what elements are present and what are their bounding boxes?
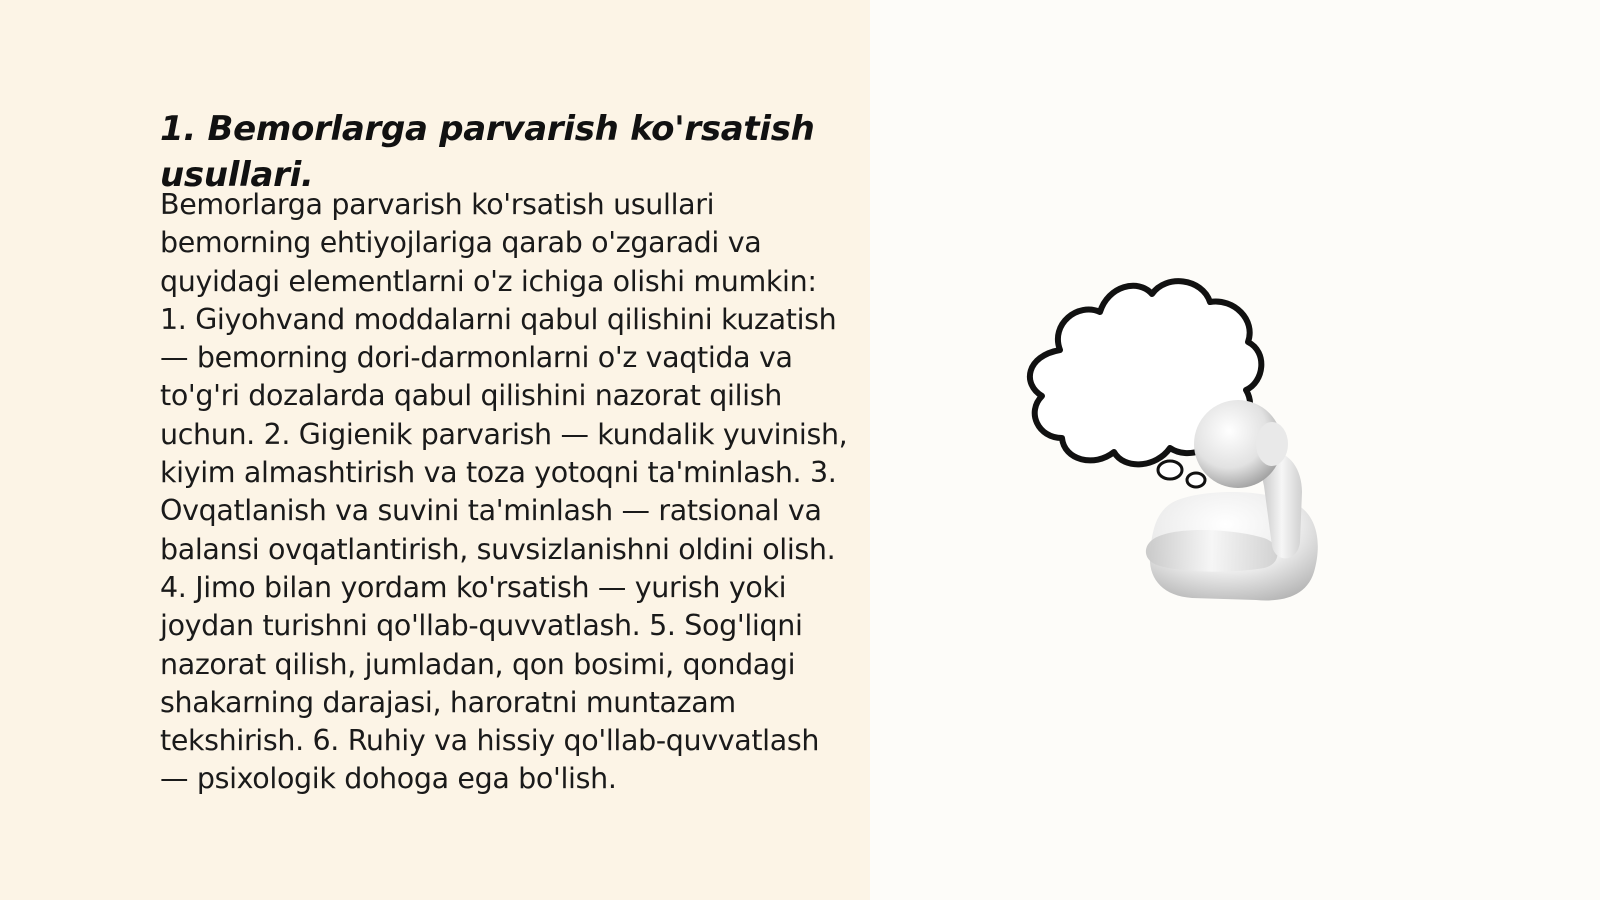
thinking-person-icon [1020, 272, 1350, 622]
slide-body-text: Bemorlarga parvarish ko'rsatish usullari bemorning ehtiyojlariga qarab o'zgaradi va quyidagi elementlarni o'z ichiga olishi mumkin: 1. Giyohvand moddalarni qabul qilishini kuzatish — bemorning dori-darmonlarni o'z vaqtida va to'g'ri dozalarda qabul qilishini nazorat qilish uchun. 2. Gigienik parvarish — kundalik yuvinish, kiyim almashtirish va toza yotoqni ta'minlash. 3. Ovqatlanish va suvini ta'minlash — ratsional va balansi ovqatlantirish, suvsizlanishni oldini olish. 4. Jimo bilan yordam ko'rsatish — yurish yoki joydan turishni qo'llab-quvvatlash. 5. Sog'liqni nazorat qilish, jumladan, qon bosimi, qondagi shakarning darajasi, haroratni muntazam tekshirish. 6. Ruhiy va hissiy qo'llab-quvvatlash — psixologik dohoga ega bo'lish. [160, 188, 848, 796]
thought-bubble-small [1158, 461, 1182, 479]
thought-bubble-tiny [1187, 473, 1205, 487]
figure-hand [1256, 422, 1288, 466]
slide-heading: 1. Bemorlarga parvarish ko'rsatish usullari. [160, 109, 815, 195]
